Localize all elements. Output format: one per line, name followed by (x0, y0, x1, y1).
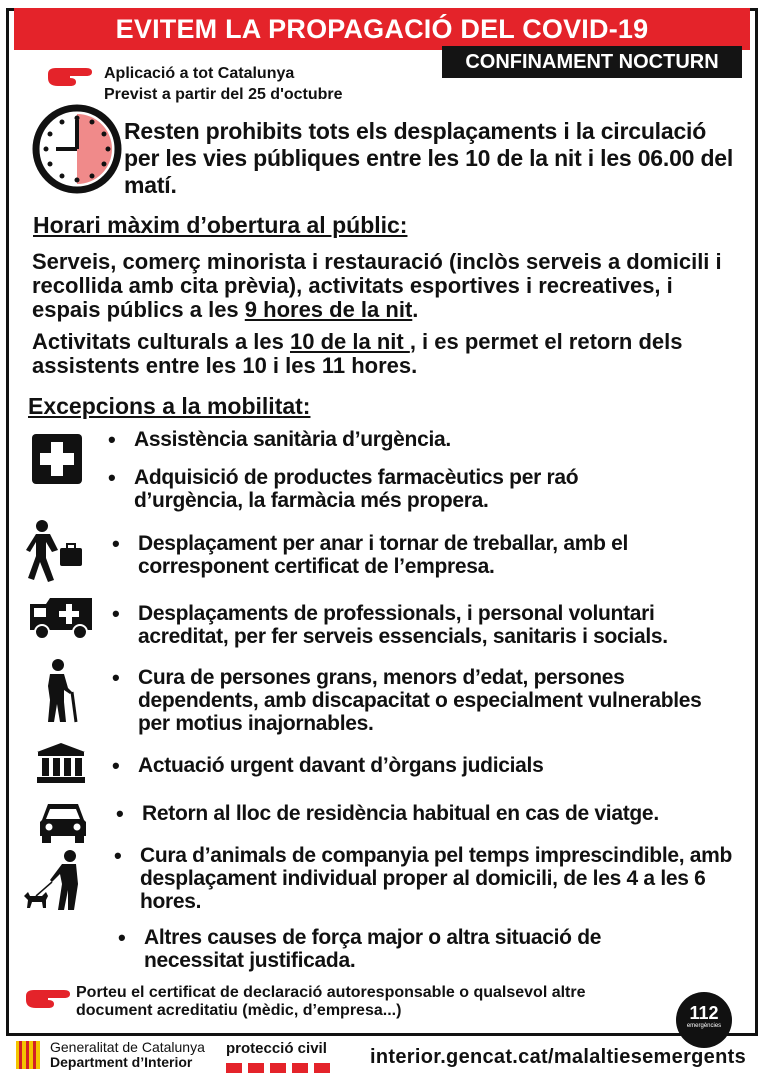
bullet: • (112, 753, 120, 778)
hours-heading: Horari màxim d’obertura al públic: (33, 212, 408, 238)
proteccio-civil-logo (226, 1040, 330, 1073)
courthouse-icon (36, 742, 86, 789)
exception-item-5 (112, 666, 712, 735)
page-title: EVITEM LA PROPAGACIÓ DEL COVID-19 (14, 8, 750, 50)
bullet: • (114, 843, 122, 868)
bullet: • (108, 465, 116, 490)
exception-text: Assistència sanitària d’urgència. (134, 428, 451, 451)
cultural-hours (32, 330, 742, 378)
exception-text: Desplaçaments de professionals, i personal voluntari acreditat, per fer serveis essencials, sanitaris i socials. (138, 602, 668, 648)
bullet: • (116, 801, 124, 826)
bullet: • (112, 665, 120, 690)
cultural-time: 10 de la nit (290, 329, 410, 354)
catalan-flag-icon (16, 1041, 40, 1069)
exception-item-2 (108, 466, 688, 512)
department-name: Department d’Interior (50, 1054, 193, 1070)
ambulance-icon (26, 596, 96, 645)
curfew-badge: CONFINAMENT NOCTURN (442, 46, 742, 78)
elderly-person-icon (40, 658, 84, 729)
pointing-hand-icon (46, 64, 96, 90)
bullet: • (118, 925, 126, 950)
exception-item-3 (112, 532, 712, 578)
services-time: 9 hores de la nit (244, 297, 413, 322)
intro-date: Previst a partir del 25 d'octubre (104, 86, 343, 103)
bullet: • (112, 531, 120, 556)
proteccio-civil-title: protecció civil (226, 1040, 327, 1057)
exception-text: Actuació urgent davant d’òrgans judicials (138, 754, 544, 777)
exception-item-6 (112, 754, 732, 777)
website-link[interactable]: interior.gencat.cat/malaltiesemergents (370, 1046, 746, 1068)
emergency-number: 112 (689, 1003, 719, 1023)
intro-region: Aplicació a tot Catalunya (104, 65, 295, 82)
generalitat-logo (16, 1040, 205, 1070)
exception-text: Retorn al lloc de residència habitual en cas de viatge. (142, 802, 659, 825)
services-end: . (412, 297, 419, 322)
cultural-end: , i es permet el retorn dels assistents entre les 10 i les 11 hores. (32, 329, 683, 378)
cultural-text: Activitats culturals a les (32, 329, 290, 354)
exception-item-7 (116, 802, 742, 825)
bullet: • (108, 427, 116, 452)
intro-text (104, 63, 343, 105)
services-text: Serveis, comerç minorista i restauració (inclòs serveis a domicili i recollida amb cita prèvia), activitats esportives i recreatives, i espais públics a les (32, 249, 722, 322)
exceptions-heading: Excepcions a la mobilitat: (28, 393, 311, 419)
pointing-hand-icon (24, 986, 74, 1012)
exception-text: Altres causes de força major o altra situació de necessitat justificada. (144, 926, 602, 972)
exception-item-8 (114, 844, 734, 913)
exception-text: Cura d’animals de companyia pel temps imprescindible, amb desplaçament individual proper al domicili, de les 4 a les 6 hores. (140, 844, 733, 913)
dog-walking-icon (22, 848, 82, 917)
bullet: • (112, 601, 120, 626)
generalitat-text (50, 1040, 205, 1070)
car-icon (38, 800, 88, 849)
proteccio-civil-bars (226, 1063, 330, 1073)
worker-icon (24, 518, 90, 589)
exception-text: Desplaçament per anar i tornar de treballar, amb el corresponent certificat de l’empresa. (138, 532, 629, 578)
emergency-112-badge (676, 992, 732, 1048)
exception-item-1 (108, 428, 738, 451)
exception-item-9 (118, 926, 678, 972)
exception-item-4 (112, 602, 742, 648)
first-aid-icon (30, 432, 84, 491)
clock-icon (32, 104, 122, 194)
curfew-text: Resten prohibits tots els desplaçaments i la circulació per les vies públiques entre les 10 de la nit i les 06.00 del matí. (124, 118, 734, 198)
services-hours (32, 250, 742, 322)
generalitat-name: Generalitat de Catalunya (50, 1039, 205, 1055)
exception-text: Cura de persones grans, menors d’edat, persones dependents, amb discapacitat o especialment vulnerables per motius inajornables. (138, 666, 702, 735)
certificate-note: Porteu el certificat de declaració autoresponsable o qualsevol altre document acreditatiu (mèdic, d’empresa...) (76, 984, 586, 1019)
emergency-label: emergències (686, 1023, 722, 1029)
exception-text: Adquisició de productes farmacèutics per raó d’urgència, la farmàcia més propera. (134, 466, 579, 512)
